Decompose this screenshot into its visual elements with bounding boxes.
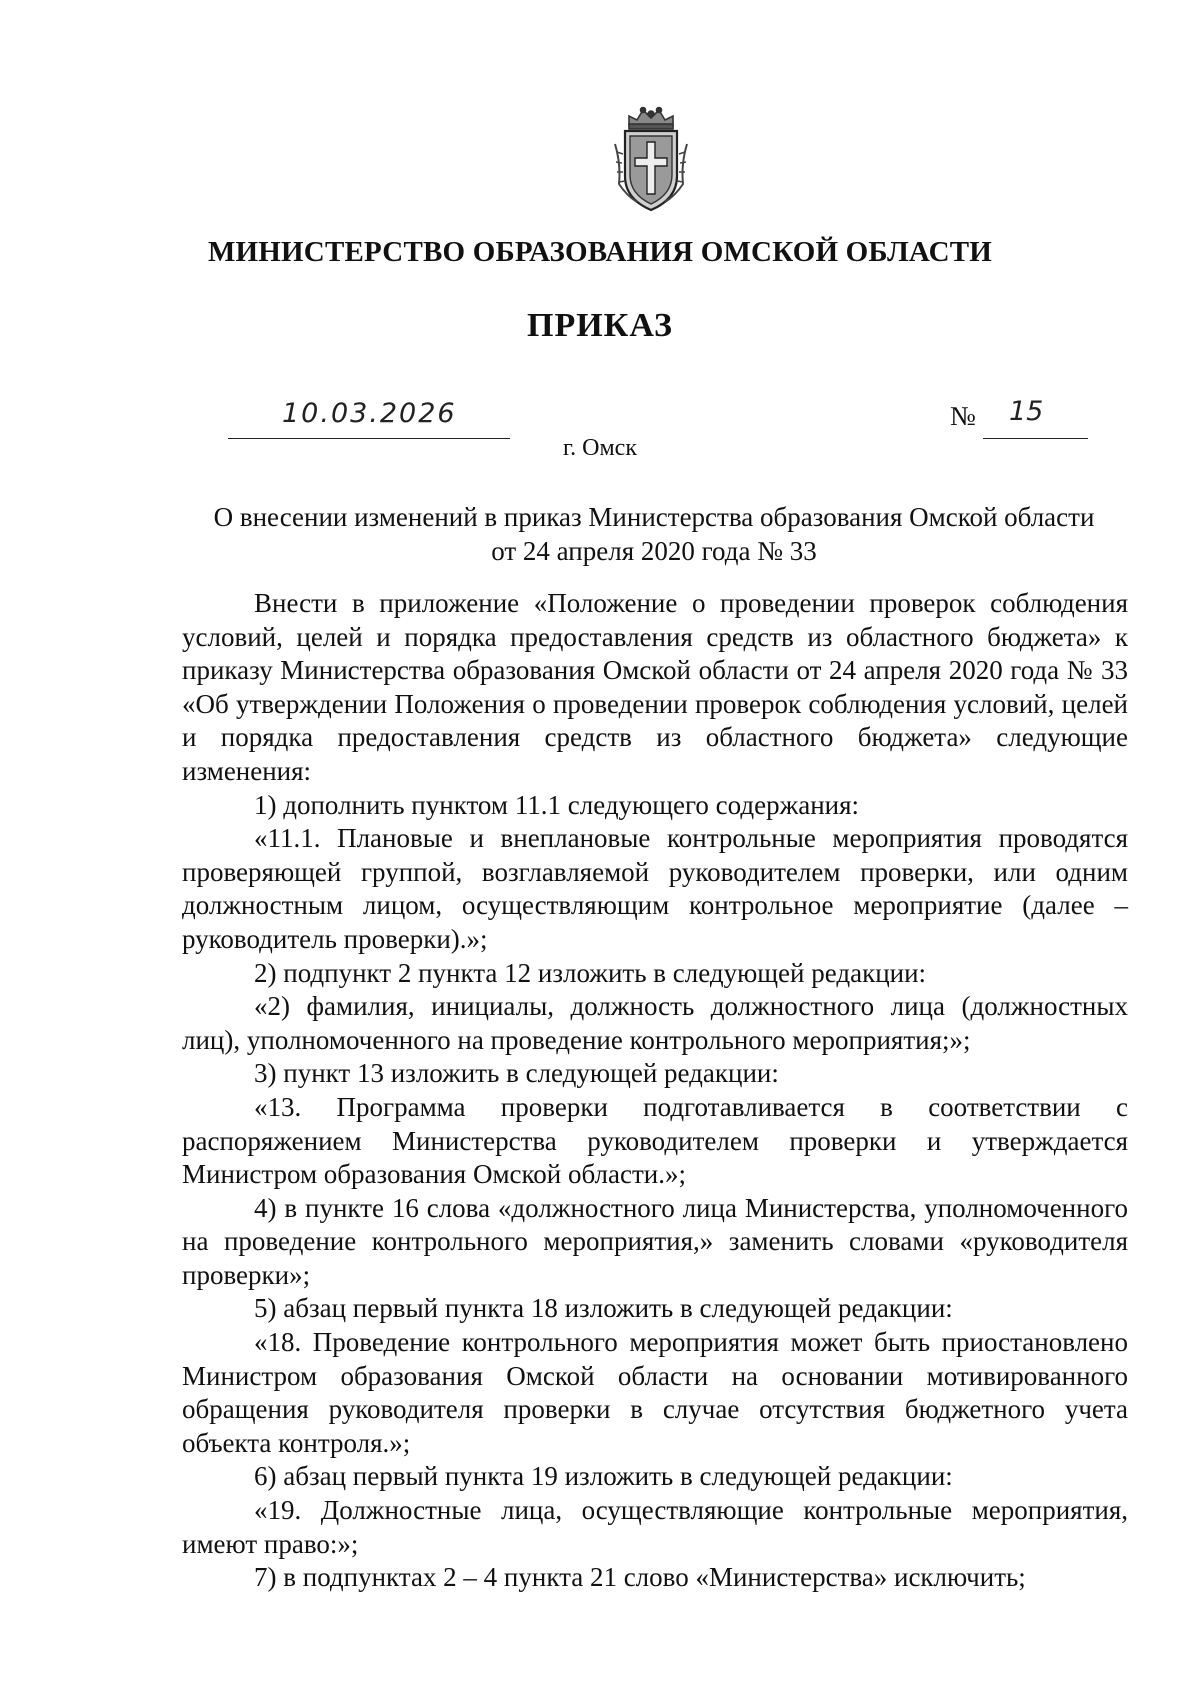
subject-line-1: О внесении изменений в приказ Министерства образования Омской области [213, 502, 1095, 532]
document-subject [180, 500, 1128, 568]
number-field [983, 398, 1088, 439]
date-field [228, 398, 510, 439]
omsk-coat-of-arms-icon [607, 104, 695, 214]
body-item: «19. Должностные лица, осуществляющие контрольные мероприятия, имеют право:»; [182, 1495, 1128, 1559]
document-date: 10.03.2026 [282, 398, 457, 429]
document-number: 15 [1009, 396, 1044, 427]
document-type: ПРИКАЗ [527, 307, 673, 344]
body-item: 7) в подпунктах 2 – 4 пункта 21 слово «Министерства» исключить; [254, 1562, 1026, 1593]
body-item: 2) подпункт 2 пункта 12 изложить в следующей редакции: [254, 957, 927, 988]
ministry-title: МИНИСТЕРСТВО ОБРАЗОВАНИЯ ОМСКОЙ ОБЛАСТИ [207, 236, 993, 268]
body-item: «13. Программа проверки подготавливается в соответствии с распоряжением Министерства руководителем проверки и утверждается Министром образования Омской области.»; [182, 1091, 1128, 1190]
document-city: г. Омск [563, 435, 637, 461]
body-item: 4) в пункте 16 слова «должностного лица Министерства, уполномоченного на проведение контрольного мероприятия,» заменить словами «руководителя проверки»; [182, 1192, 1128, 1290]
body-item: 3) пункт 13 изложить в следующей редакции: [254, 1058, 779, 1089]
body-item: «2) фамилия, инициалы, должность должностного лица (должностных лиц), уполномоченного на проведение контрольного мероприятия;»; [182, 991, 1128, 1055]
body-intro: Внести в приложение «Положение о проведении проверок соблюдения условий, целей и порядка предоставления средств из областного бюджета» к приказу Министерства образования Омской области от 24 апреля 2020 года № 33 «Об утверждении Положения о проведении проверок соблюдения условий, целей и порядка предоставления средств из областного бюджета» следующие изменения: [182, 588, 1128, 786]
number-label: № [950, 401, 976, 431]
document-body [182, 587, 1128, 1595]
body-item: «18. Проведение контрольного мероприятия может быть приостановлено Министром образования Омской области на основании мотивированного обращения руководителя проверки в случае отсутствия бюджетного учета объекта контроля.»; [182, 1327, 1128, 1458]
body-item: 5) абзац первый пункта 18 изложить в следующей редакции: [254, 1293, 953, 1324]
body-item: 1) дополнить пунктом 11.1 следующего содержания: [254, 789, 860, 820]
subject-line-2: от 24 апреля 2020 года № 33 [491, 536, 817, 566]
body-item: 6) абзац первый пункта 19 изложить в следующей редакции: [254, 1461, 953, 1492]
body-item: «11.1. Плановые и внеплановые контрольные мероприятия проводятся проверяющей группой, возглавляемой руководителем проверки, или одним должностным лицом, осуществляющим контрольное мероприятие (далее – руководитель проверки).»; [182, 823, 1128, 954]
